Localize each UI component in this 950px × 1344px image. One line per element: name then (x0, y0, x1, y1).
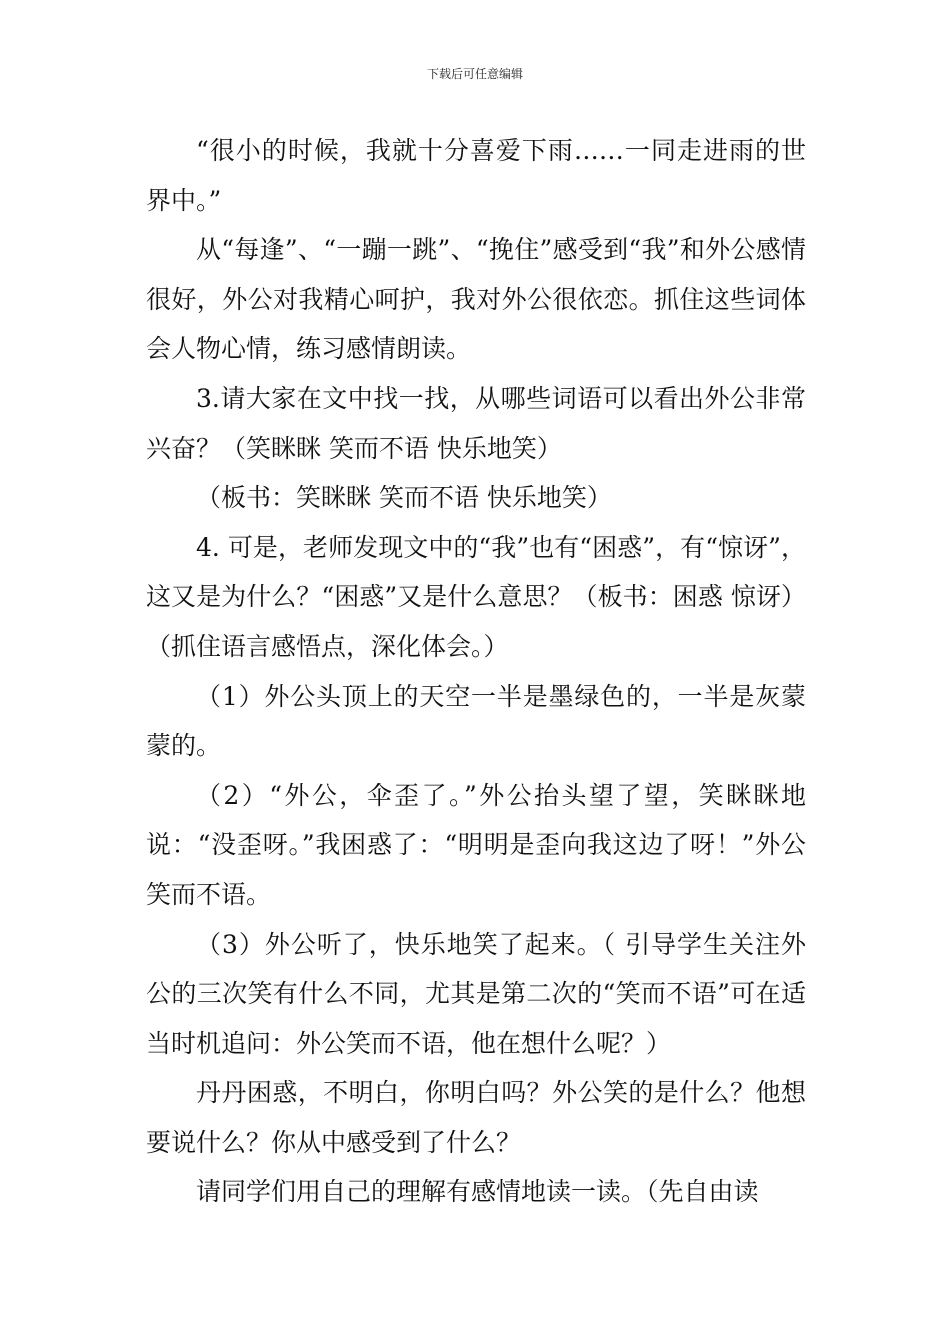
paragraph-question-3: 3.请大家在文中找一找，从哪些词语可以看出外公非常兴奋？（笑眯眯 笑而不语 快乐地笑） (146, 383, 806, 463)
paragraph-feeling-analysis: 从“每逢”、“一蹦一跳”、“挽住”感受到“我”和外公感情很好，外公对我精心呵护，我对外公很依恋。抓住这些词体会人物心情，练习感情朗读。 (146, 235, 806, 364)
paragraph-item-1: （1）外公头顶上的天空一半是墨绿色的，一半是灰蒙蒙的。 (146, 681, 806, 761)
paragraph-quote-rain: “很小的时候，我就十分喜爱下雨……一同走进雨的世界中。” (146, 136, 806, 215)
paragraph-item-3: （3）外公听了，快乐地笑了起来。（ 引导学生关注外公的三次笑有什么不同，尤其是第二次的“笑而不语”可在适当时机追问：外公笑而不语，他在想什么呢？） (146, 929, 806, 1058)
paragraph-reading-instruction: 请同学们用自己的理解有感情地读一读。（先自由读 (196, 1177, 759, 1207)
paragraph-blackboard-1: （板书：笑眯眯 笑而不语 快乐地笑） (196, 483, 612, 513)
document-body (146, 126, 806, 1217)
paragraph-item-2: （2）“外公，伞歪了。”外公抬头望了望，笑眯眯地说：“没歪呀。”我困惑了：“明明是歪向我这边了呀！”外公笑而不语。 (146, 780, 806, 909)
page-header-note: 下载后可任意编辑 (426, 67, 523, 81)
paragraph-question-4: 4. 可是，老师发现文中的“我”也有“困惑”，有“惊讶”，这又是为什么？“困惑”又是什么意思？（板书：困惑 惊讶） （抓住语言感悟点，深化体会。） (146, 532, 806, 661)
paragraph-dandan-question: 丹丹困惑，不明白，你明白吗？外公笑的是什么？他想要说什么？你从中感受到了什么？ (146, 1078, 806, 1157)
